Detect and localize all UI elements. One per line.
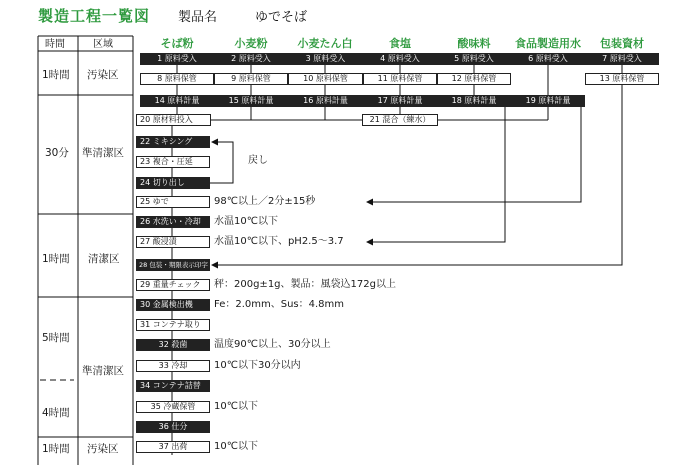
return-label: 戻し	[248, 155, 268, 166]
step-3: 3 原料受入	[288, 53, 363, 65]
step-13: 13 原料保管	[585, 73, 659, 85]
time-3: 1時間	[42, 253, 70, 265]
step-19: 19 原料計量	[511, 95, 585, 107]
step-11: 11 原料保管	[363, 73, 437, 85]
step-6: 6 原料受入	[511, 53, 585, 65]
note-25: 98℃以上／2分±15秒	[214, 196, 316, 207]
zone-5: 汚染区	[87, 443, 119, 455]
product-name: ゆでそば	[255, 10, 308, 25]
step-18: 18 原料計量	[437, 95, 511, 107]
step-29: 29 重量チェック	[136, 279, 210, 291]
step-20: 20 原材料投入	[136, 114, 211, 126]
col-header-packaging: 包装資材	[600, 37, 644, 50]
step-37: 37 出荷	[136, 441, 210, 453]
step-4: 4 原料受入	[363, 53, 437, 65]
step-1: 1 原料受入	[140, 53, 214, 65]
step-23: 23 複合・圧延	[136, 156, 210, 168]
step-24: 24 切り出し	[136, 177, 210, 189]
product-label: 製品名	[178, 10, 218, 25]
note-27: 水温10℃以下、pH2.5～3.7	[214, 236, 344, 247]
note-26: 水温10℃以下	[214, 216, 278, 227]
note-33: 10℃以下30分以内	[214, 360, 301, 371]
step-16: 16 原料計量	[288, 95, 363, 107]
step-30: 30 金属検出機	[136, 299, 210, 311]
step-28: 28 包装・期限表示印字	[136, 259, 210, 271]
note-29: 秤：200g±1g、製品：風袋込172g以上	[214, 279, 396, 290]
step-2: 2 原料受入	[214, 53, 288, 65]
zone-1: 汚染区	[87, 69, 119, 81]
note-35: 10℃以下	[214, 401, 258, 412]
zone-2: 準清潔区	[82, 147, 124, 159]
col-header-acidulant: 酸味料	[457, 37, 491, 50]
step-12: 12 原料保管	[437, 73, 511, 85]
header-zone: 区域	[93, 39, 113, 50]
step-35: 35 冷蔵保管	[136, 401, 210, 413]
note-37: 10℃以下	[214, 441, 258, 452]
step-26: 26 水洗い・冷却	[136, 216, 210, 228]
step-10: 10 原料保管	[288, 73, 363, 85]
step-27: 27 酸浸漬	[136, 236, 210, 248]
col-header-wheat: 小麦粉	[234, 37, 268, 50]
step-34: 34 コンテナ詰替	[136, 380, 210, 392]
step-5: 5 原料受入	[437, 53, 511, 65]
step-33: 33 冷却	[136, 360, 210, 372]
zone-4: 準清潔区	[82, 365, 124, 377]
col-header-buckwheat: そば粉	[160, 37, 194, 50]
step-17: 17 原料計量	[363, 95, 437, 107]
time-5: 4時間	[42, 407, 70, 419]
time-6: 1時間	[42, 443, 70, 455]
step-25: 25 ゆで	[136, 196, 210, 208]
time-1: 1時間	[42, 69, 70, 81]
time-2: 30分	[45, 147, 69, 159]
step-36: 36 仕分	[136, 421, 210, 433]
zone-3: 清潔区	[88, 253, 120, 265]
step-31: 31 コンテナ取り	[136, 319, 210, 331]
col-header-gluten: 小麦たん白	[297, 37, 353, 50]
step-14: 14 原料計量	[140, 95, 214, 107]
step-9: 9 原料保管	[214, 73, 288, 85]
col-header-water: 食品製造用水	[515, 37, 581, 50]
step-8: 8 原料保管	[140, 73, 214, 85]
step-7: 7 原料受入	[585, 53, 659, 65]
note-32: 温度90℃以上、30分以上	[214, 339, 331, 350]
step-32: 32 殺菌	[136, 339, 210, 351]
step-22: 22 ミキシング	[136, 136, 210, 148]
step-21: 21 混合（練水）	[362, 114, 438, 126]
diagram-title: 製造工程一覧図	[38, 7, 151, 25]
time-4: 5時間	[42, 332, 70, 344]
header-time: 時間	[45, 39, 65, 50]
note-30: Fe：2.0mm、Sus：4.8mm	[214, 299, 345, 310]
step-15: 15 原料計量	[214, 95, 288, 107]
col-header-salt: 食塩	[389, 37, 411, 50]
